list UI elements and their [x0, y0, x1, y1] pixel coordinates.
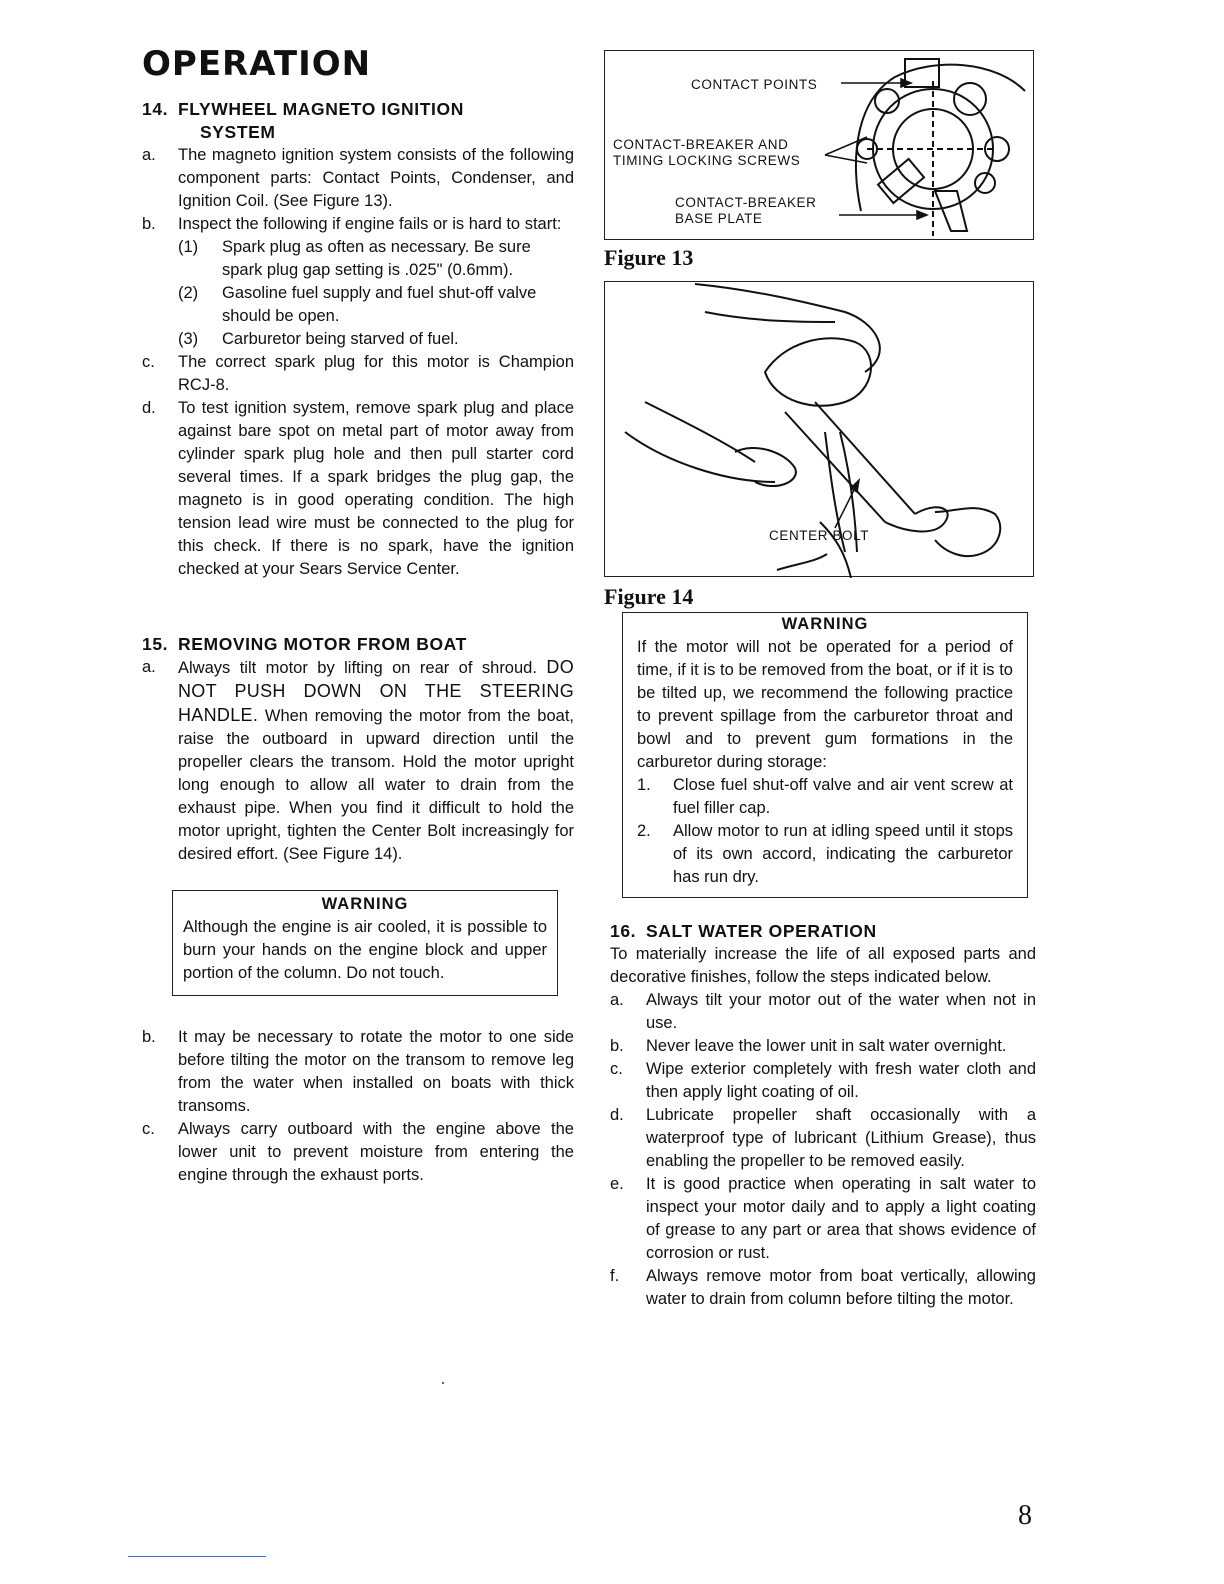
section-number: 16.	[610, 921, 637, 941]
item-text: Always tilt your motor out of the water when not in use.	[646, 991, 1036, 1032]
item-label: b.	[142, 1028, 156, 1046]
item-label: d.	[142, 399, 156, 417]
list-item	[142, 144, 574, 213]
list-item	[142, 656, 574, 866]
sub-list-item	[178, 236, 574, 282]
item-label: d.	[610, 1106, 624, 1124]
figure-14-illustration	[604, 281, 1034, 577]
item-label: (1)	[178, 238, 199, 256]
list-item	[142, 213, 574, 236]
step-label: 1.	[637, 776, 651, 794]
left-column	[142, 98, 574, 1187]
warning-text: If the motor will not be operated for a period of time, if it is to be removed from the boat, or if it is to be tilted up, we recommend the following practice to prevent spillage from the carburetor throat and bowl and to prevent gum formations in the carburetor during storage:	[637, 638, 1013, 771]
label-base-line2: BASE PLATE	[675, 211, 763, 226]
list-item	[610, 1104, 1036, 1173]
page-number: 8	[1018, 1500, 1032, 1531]
stray-mark	[442, 1382, 444, 1384]
list-item	[142, 1026, 574, 1118]
item-text-part: When removing the motor from the boat, raise the outboard in upward direction until the propeller clears the transom. Hold the motor upright long enough to allow all water to drain from the exhaust pipe. When you find it difficult to hold the motor upright, tighten the Center Bolt increasingly for desired effort. (See Figure 14).	[178, 707, 575, 863]
item-text: The magneto ignition system consists of the following component parts: Contact Points, Condenser, and Ignition Coil. (See Figure 13).	[178, 146, 574, 210]
item-text: Always carry outboard with the engine above the lower unit to prevent moisture from entering the engine through the exhaust ports.	[178, 1120, 574, 1184]
item-label: e.	[610, 1175, 624, 1193]
item-text: Gasoline fuel supply and fuel shut-off valve should be open.	[222, 284, 537, 325]
figure-14-caption: Figure 14	[604, 584, 694, 609]
warning-heading: WARNING	[321, 895, 409, 913]
label-center-bolt: CENTER BOLT	[769, 528, 870, 543]
warning-box	[172, 890, 558, 996]
item-label: (3)	[178, 330, 199, 348]
emphasis-text: DO NOT PUSH DOWN ON THE STEERING HANDLE.	[178, 657, 574, 725]
section-title: FLYWHEEL MAGNETO IGNITION	[178, 99, 464, 119]
item-text: Spark plug as often as necessary. Be sure spark plug gap setting is .025" (0.6mm).	[222, 238, 531, 279]
sub-list-item	[178, 328, 574, 351]
item-label: (2)	[178, 284, 199, 302]
item-text: The correct spark plug for this motor is Champion RCJ-8.	[178, 353, 574, 394]
item-text: It may be necessary to rotate the motor to one side before tilting the motor on the transom to remove leg from the water when installed on boats with thick transoms.	[178, 1028, 574, 1115]
section-number: 14.	[142, 99, 169, 119]
item-label: b.	[610, 1037, 624, 1055]
step-label: 2.	[637, 822, 651, 840]
warning-step	[637, 820, 1013, 889]
step-text: Allow motor to run at idling speed until it stops of its own accord, indicating the carburetor has run dry.	[673, 822, 1013, 886]
list-item	[610, 989, 1036, 1035]
warning-step	[637, 774, 1013, 820]
warning-heading: WARNING	[781, 615, 869, 633]
right-column	[604, 50, 1036, 1311]
item-text: Inspect the following if engine fails or is hard to start:	[178, 215, 562, 233]
item-label: f.	[610, 1267, 620, 1285]
item-text: Lubricate propeller shaft occasionally with a waterproof type of lubricant (Lithium Grease), thus enabling the propeller to be removed easily.	[646, 1106, 1036, 1170]
item-label: c.	[142, 1120, 155, 1138]
item-label: c.	[142, 353, 155, 371]
list-item	[610, 1058, 1036, 1104]
section-title: REMOVING MOTOR FROM BOAT	[178, 634, 467, 654]
section-14-heading	[142, 98, 574, 144]
section-15-heading	[142, 633, 574, 656]
label-screws-line2: TIMING LOCKING SCREWS	[613, 153, 801, 168]
step-text: Close fuel shut-off valve and air vent screw at fuel filler cap.	[673, 776, 1013, 817]
sub-list-item	[178, 282, 574, 328]
section-title: SALT WATER OPERATION	[646, 921, 877, 941]
item-label: a.	[610, 991, 624, 1009]
item-text	[178, 656, 574, 866]
list-item	[142, 1118, 574, 1187]
figure-13-caption: Figure 13	[604, 245, 694, 270]
magneto-drawing	[605, 51, 1035, 241]
section-16-heading	[610, 920, 1036, 943]
label-contact-points: CONTACT POINTS	[691, 77, 818, 92]
page-title: OPERATION	[142, 44, 372, 84]
salt-water-list	[610, 989, 1036, 1311]
list-item	[142, 351, 574, 397]
section-number: 15.	[142, 634, 169, 654]
section-16-intro: To materially increase the life of all exposed parts and decorative finishes, follow the steps indicated below.	[610, 945, 1036, 986]
storage-warning-box	[622, 612, 1028, 898]
warning-text: Although the engine is air cooled, it is possible to burn your hands on the engine block and upper portion of the column. Do not touch.	[183, 918, 547, 982]
item-text: Always remove motor from boat vertically, allowing water to drain from column before tilting the motor.	[646, 1267, 1036, 1308]
item-text: Wipe exterior completely with fresh water cloth and then apply light coating of oil.	[646, 1060, 1036, 1101]
item-text-part: Always tilt motor by lifting on rear of shroud.	[178, 659, 537, 677]
item-label: b.	[142, 215, 156, 233]
figure-13-illustration	[604, 50, 1034, 240]
item-text: To test ignition system, remove spark plug and place against bare spot on metal part of motor away from cylinder spark plug hole and then pull starter cord several times. If a spark bridges the plug gap, the magneto is in good operating condition. The high tension lead wire must be connected to the plug for this check. If there is no spark, have the ignition checked at your Sears Service Center.	[178, 399, 574, 578]
item-text: Carburetor being starved of fuel.	[222, 330, 459, 348]
section-title-continued: SYSTEM	[200, 122, 276, 142]
item-text: Never leave the lower unit in salt water overnight.	[646, 1037, 1007, 1055]
list-item	[610, 1035, 1036, 1058]
item-label: a.	[142, 146, 156, 164]
item-text: It is good practice when operating in salt water to inspect your motor daily and to apply a light coating of grease to any part or area that shows evidence of corrosion or rust.	[646, 1175, 1036, 1262]
item-label: a.	[142, 658, 156, 676]
list-item	[610, 1173, 1036, 1265]
list-item	[142, 397, 574, 581]
label-base-line1: CONTACT-BREAKER	[675, 195, 817, 210]
list-item	[610, 1265, 1036, 1311]
footer-rule	[128, 1556, 266, 1557]
label-screws-line1: CONTACT-BREAKER AND	[613, 137, 789, 152]
item-label: c.	[610, 1060, 623, 1078]
